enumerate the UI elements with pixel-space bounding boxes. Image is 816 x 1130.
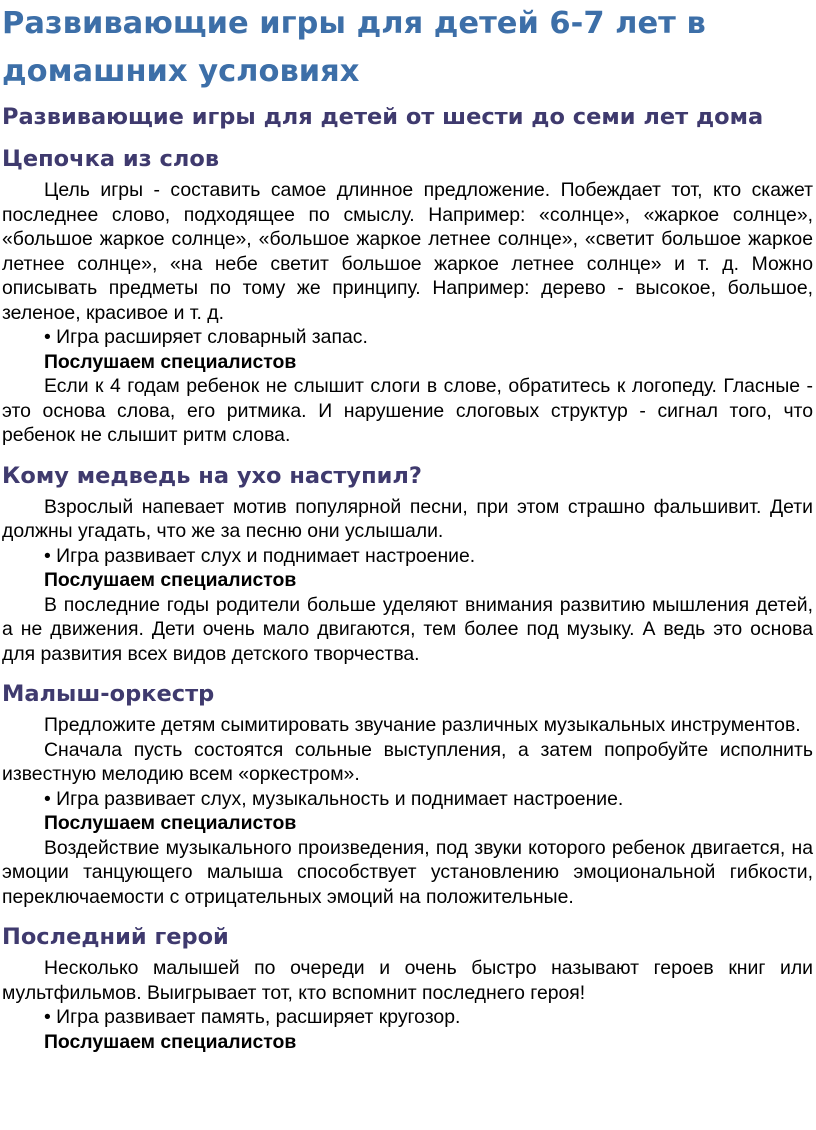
section-paragraph: Предложите детям сымитировать звучание различных музыкальных инструментов.: [44, 714, 801, 736]
specialists-text: Если к 4 годам ребенок не слышит слоги в слове, обратитесь к логопеду. Гласные - это основа слова, его ритмика. И нарушение слоговых структур - сигнал того, что ребенок не слышит ритм слова.: [2, 375, 813, 446]
section-bullet: • Игра расширяет словарный запас.: [44, 326, 368, 348]
section-paragraph: Сначала пусть состоятся сольные выступления, а затем попробуйте исполнить известную мелодию всем «оркестром».: [2, 738, 813, 785]
section-kid-orchestra: [2, 679, 813, 909]
specialists-label: Послушаем специалистов: [44, 812, 297, 834]
page-subtitle: Развивающие игры для детей от шести до семи лет дома: [2, 104, 764, 130]
section-bullet: • Игра развивает слух и поднимает настроение.: [44, 544, 476, 567]
specialists-label: Послушаем специалистов: [44, 350, 297, 373]
section-bullet: • Игра развивает слух, музыкальность и поднимает настроение.: [44, 787, 624, 810]
section-heading: Малыш-оркестр: [2, 681, 215, 707]
specialists-label: Послушаем специалистов: [44, 1030, 297, 1053]
page-title: Развивающие игры для детей 6-7 лет в домашних условиях: [2, 6, 706, 89]
specialists-text: В последние годы родители больше уделяют внимания развитию мышления детей, а не движения. Дети очень мало двигаются, тем более под музыку. А ведь это основа для развития всех видов детского творчества.: [2, 593, 813, 665]
section-last-hero: [2, 922, 813, 1054]
section-bear-ear: [2, 461, 813, 667]
specialists-text: Воздействие музыкального произведения, под звуки которого ребенок двигается, на эмоции танцующего малыша способствует установлению эмоциональной гибкости, переключаемости с отрицательных эмоций на положительные.: [2, 836, 813, 908]
section-heading: Последний герой: [2, 924, 229, 950]
section-word-chain: [2, 144, 813, 448]
section-bullet: • Игра развивает память, расширяет кругозор.: [44, 1006, 461, 1028]
section-heading: Цепочка из слов: [2, 146, 220, 172]
section-heading: Кому медведь на ухо наступил?: [2, 462, 422, 489]
section-paragraph: Цель игры - составить самое длинное предложение. Побеждает тот, кто скажет последнее слово, подходящее по смыслу. Например: «солнце», «жаркое солнце», «большое жаркое солнце», «большое жаркое летнее солнце», «светит большое жаркое летнее солнце», «на небе светит большое жаркое летнее солнце» и т. д. Можно описывать предметы по тому же принципу. Например: дерево - высокое, большое, зеленое, красивое и т. д.: [2, 179, 813, 324]
specialists-label: Послушаем специалистов: [44, 569, 297, 591]
section-paragraph: Несколько малышей по очереди и очень быстро называют героев книг или мультфильмов. Выигрывает тот, кто вспомнит последнего героя!: [2, 957, 813, 1004]
section-paragraph: Взрослый напевает мотив популярной песни, при этом страшно фальшивит. Дети должны угадать, что же за песню они услышали.: [2, 495, 813, 542]
